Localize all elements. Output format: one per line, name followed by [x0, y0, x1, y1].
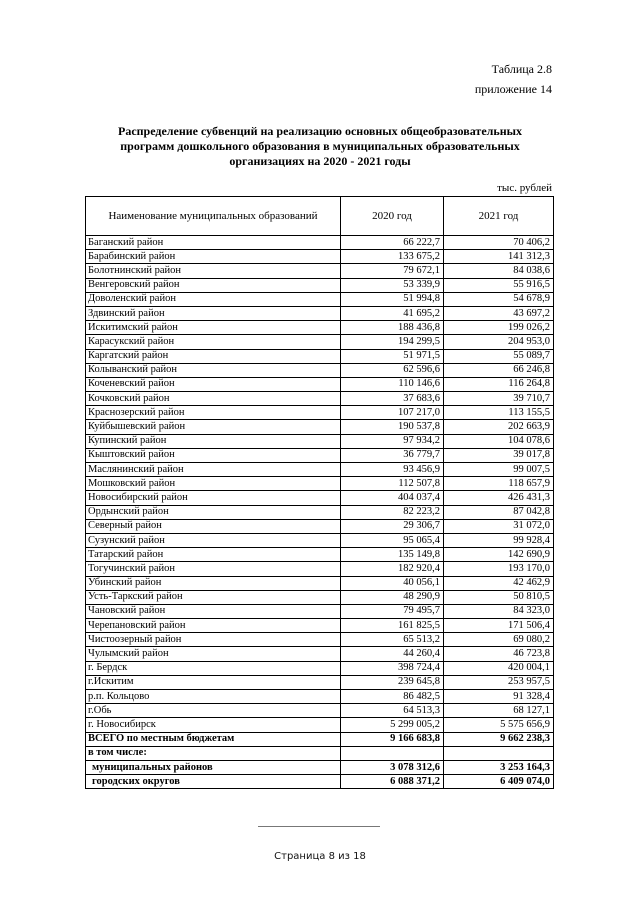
title-line: программ дошкольного образования в муниципальных образовательных: [120, 139, 520, 153]
cell-2020: 93 456,9: [341, 463, 444, 477]
including-row: [86, 746, 554, 760]
table-row: [86, 448, 554, 462]
cell-2020: 95 065,4: [341, 533, 444, 547]
cell-2021: 204 953,0: [444, 335, 554, 349]
cell-name: Баганский район: [86, 236, 341, 250]
cell-2020: 239 645,8: [341, 675, 444, 689]
table-row: [86, 647, 554, 661]
cell-name: Здвинский район: [86, 306, 341, 320]
cell-2020: 53 339,9: [341, 278, 444, 292]
table-row: [86, 533, 554, 547]
city-row: [86, 775, 554, 789]
cell-name: муниципальных районов: [86, 760, 341, 774]
cell-name: Мошковский район: [86, 477, 341, 491]
cell-2020: 188 436,8: [341, 321, 444, 335]
cell-name: Татарский район: [86, 548, 341, 562]
cell-2020: [341, 746, 444, 760]
cell-2020: 37 683,6: [341, 392, 444, 406]
cell-2020: 79 495,7: [341, 604, 444, 618]
cell-name: Чулымский район: [86, 647, 341, 661]
cell-2020: 29 306,7: [341, 519, 444, 533]
table-row: [86, 363, 554, 377]
cell-2020: 112 507,8: [341, 477, 444, 491]
table-row: [86, 675, 554, 689]
cell-2021: 118 657,9: [444, 477, 554, 491]
table-row: [86, 349, 554, 363]
table-row: [86, 264, 554, 278]
cell-2020: 36 779,7: [341, 448, 444, 462]
table-row: [86, 590, 554, 604]
table-body: [86, 236, 554, 789]
cell-2020: 64 513,3: [341, 704, 444, 718]
municipal-row: [86, 760, 554, 774]
cell-2020: 133 675,2: [341, 250, 444, 264]
cell-2020: 9 166 683,8: [341, 732, 444, 746]
cell-2021: 3 253 164,3: [444, 760, 554, 774]
cell-2020: 40 056,1: [341, 576, 444, 590]
cell-2021: 39 017,8: [444, 448, 554, 462]
table-row: [86, 576, 554, 590]
cell-2020: 3 078 312,6: [341, 760, 444, 774]
title-line: организациях на 2020 - 2021 годы: [229, 154, 411, 168]
cell-name: Маслянинский район: [86, 463, 341, 477]
table-row: [86, 406, 554, 420]
table-row: [86, 519, 554, 533]
cell-2021: 68 127,1: [444, 704, 554, 718]
table-row: [86, 562, 554, 576]
table-row: [86, 690, 554, 704]
table-row: [86, 236, 554, 250]
cell-name: Новосибирский район: [86, 491, 341, 505]
cell-2020: 51 994,8: [341, 292, 444, 306]
table-row: [86, 548, 554, 562]
table-row: [86, 250, 554, 264]
cell-2021: 54 678,9: [444, 292, 554, 306]
cell-2021: 420 004,1: [444, 661, 554, 675]
cell-2020: 66 222,7: [341, 236, 444, 250]
cell-2020: 97 934,2: [341, 434, 444, 448]
cell-2020: 110 146,6: [341, 377, 444, 391]
cell-2021: 69 080,2: [444, 633, 554, 647]
cell-2020: 62 596,6: [341, 363, 444, 377]
column-header-2020: 2020 год: [341, 197, 444, 236]
cell-name: г.Искитим: [86, 675, 341, 689]
column-header-name: Наименование муниципальных образований: [86, 197, 341, 236]
cell-name: Кочковский район: [86, 392, 341, 406]
cell-2021: 39 710,7: [444, 392, 554, 406]
cell-2021: 87 042,8: [444, 505, 554, 519]
cell-name: г. Бердск: [86, 661, 341, 675]
table-row: [86, 306, 554, 320]
table-row: [86, 392, 554, 406]
cell-name: Карасукский район: [86, 335, 341, 349]
cell-2020: 79 672,1: [341, 264, 444, 278]
page-number: Страница 8 из 18: [274, 851, 366, 862]
cell-2020: 82 223,2: [341, 505, 444, 519]
cell-2021: 199 026,2: [444, 321, 554, 335]
table-row: [86, 718, 554, 732]
cell-name: Краснозерский район: [86, 406, 341, 420]
cell-2020: 44 260,4: [341, 647, 444, 661]
cell-2021: 70 406,2: [444, 236, 554, 250]
cell-2020: 194 299,5: [341, 335, 444, 349]
table-row: [86, 335, 554, 349]
table-row: [86, 633, 554, 647]
cell-2021: 426 431,3: [444, 491, 554, 505]
document-title: [90, 124, 550, 169]
table-row: [86, 377, 554, 391]
cell-name: Болотнинский район: [86, 264, 341, 278]
cell-name: Коченевский район: [86, 377, 341, 391]
cell-2020: 398 724,4: [341, 661, 444, 675]
cell-2020: 51 971,5: [341, 349, 444, 363]
cell-2020: 5 299 005,2: [341, 718, 444, 732]
table-row: [86, 463, 554, 477]
cell-2021: 84 323,0: [444, 604, 554, 618]
table-header-row: [86, 197, 554, 236]
cell-2021: 42 462,9: [444, 576, 554, 590]
table-number: Таблица 2.8: [491, 62, 552, 76]
cell-name: Каргатский район: [86, 349, 341, 363]
table-row: [86, 292, 554, 306]
cell-2021: 50 810,5: [444, 590, 554, 604]
cell-name: Барабинский район: [86, 250, 341, 264]
table-row: [86, 619, 554, 633]
table-row: [86, 321, 554, 335]
cell-name: Чановский район: [86, 604, 341, 618]
footer-divider: [258, 826, 380, 827]
cell-name: г.Обь: [86, 704, 341, 718]
cell-2021: 46 723,8: [444, 647, 554, 661]
table-row: [86, 434, 554, 448]
cell-name: ВСЕГО по местным бюджетам: [86, 732, 341, 746]
table-row: [86, 704, 554, 718]
cell-2021: 99 928,4: [444, 533, 554, 547]
cell-2020: 48 290,9: [341, 590, 444, 604]
appendix-label: приложение 14: [474, 82, 552, 96]
cell-name: Искитимский район: [86, 321, 341, 335]
cell-2020: 161 825,5: [341, 619, 444, 633]
cell-name: Ордынский район: [86, 505, 341, 519]
cell-2021: 66 246,8: [444, 363, 554, 377]
cell-2020: 190 537,8: [341, 420, 444, 434]
cell-2020: 182 920,4: [341, 562, 444, 576]
cell-2020: 6 088 371,2: [341, 775, 444, 789]
table-row: [86, 505, 554, 519]
table-row: [86, 477, 554, 491]
cell-name: Северный район: [86, 519, 341, 533]
cell-name: Куйбышевский район: [86, 420, 341, 434]
cell-name: Убинский район: [86, 576, 341, 590]
column-header-2021: 2021 год: [444, 197, 554, 236]
cell-name: Черепановский район: [86, 619, 341, 633]
table-row: [86, 604, 554, 618]
cell-2021: 43 697,2: [444, 306, 554, 320]
table-row: [86, 661, 554, 675]
cell-2020: 107 217,0: [341, 406, 444, 420]
cell-2020: 404 037,4: [341, 491, 444, 505]
cell-2021: 55 089,7: [444, 349, 554, 363]
cell-2021: [444, 746, 554, 760]
cell-2021: 116 264,8: [444, 377, 554, 391]
cell-name: городских округов: [86, 775, 341, 789]
table-row: [86, 420, 554, 434]
cell-2020: 41 695,2: [341, 306, 444, 320]
title-line: Распределение субвенций на реализацию основных общеобразовательных: [117, 124, 523, 138]
cell-name: Сузунский район: [86, 533, 341, 547]
cell-2021: 104 078,6: [444, 434, 554, 448]
cell-2021: 202 663,9: [444, 420, 554, 434]
cell-2021: 6 409 074,0: [444, 775, 554, 789]
cell-name: Венгеровский район: [86, 278, 341, 292]
cell-2021: 171 506,4: [444, 619, 554, 633]
cell-name: Тогучинский район: [86, 562, 341, 576]
cell-2021: 253 957,5: [444, 675, 554, 689]
cell-2021: 142 690,9: [444, 548, 554, 562]
cell-name: Кыштовский район: [86, 448, 341, 462]
total-row: [86, 732, 554, 746]
cell-name: г. Новосибирск: [86, 718, 341, 732]
cell-name: Доволенский район: [86, 292, 341, 306]
cell-2021: 5 575 656,9: [444, 718, 554, 732]
table-row: [86, 491, 554, 505]
cell-name: Колыванский район: [86, 363, 341, 377]
cell-2020: 135 149,8: [341, 548, 444, 562]
cell-2021: 91 328,4: [444, 690, 554, 704]
cell-2021: 55 916,5: [444, 278, 554, 292]
cell-name: р.п. Кольцово: [86, 690, 341, 704]
cell-2020: 65 513,2: [341, 633, 444, 647]
cell-name: Усть-Таркский район: [86, 590, 341, 604]
cell-name: Купинский район: [86, 434, 341, 448]
cell-2021: 193 170,0: [444, 562, 554, 576]
cell-2020: 86 482,5: [341, 690, 444, 704]
units-label: тыс. рублей: [497, 182, 552, 194]
cell-2021: 31 072,0: [444, 519, 554, 533]
cell-name: Чистоозерный район: [86, 633, 341, 647]
cell-2021: 141 312,3: [444, 250, 554, 264]
subsidy-table: [85, 196, 554, 789]
cell-2021: 99 007,5: [444, 463, 554, 477]
cell-2021: 84 038,6: [444, 264, 554, 278]
cell-name: в том числе:: [86, 746, 341, 760]
cell-2021: 113 155,5: [444, 406, 554, 420]
table-row: [86, 278, 554, 292]
cell-2021: 9 662 238,3: [444, 732, 554, 746]
